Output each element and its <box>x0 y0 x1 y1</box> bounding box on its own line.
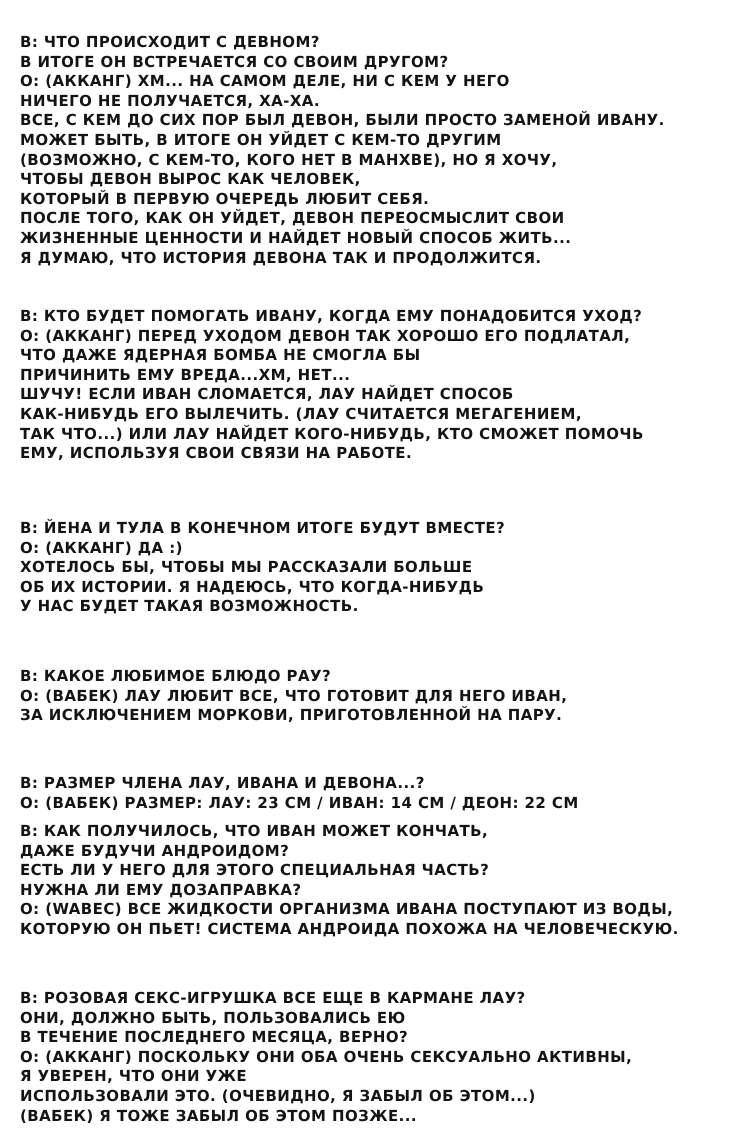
qa-line: ОБ ИХ ИСТОРИИ. Я НАДЕЮСЬ, ЧТО КОГДА-НИБУДЬ <box>20 577 485 596</box>
qa-line: О: (WABEC) ВСЕ ЖИДКОСТИ ОРГАНИЗМА ИВАНА ПОСТУПАЮТ ИЗ ВОДЫ, <box>20 900 674 919</box>
qa-line: ДАЖЕ БУДУЧИ АНДРОИДОМ? <box>20 841 290 860</box>
qa-line: В: ЙЕНА И ТУЛА В КОНЕЧНОМ ИТОГЕ БУДУТ ВМЕСТЕ? <box>20 519 506 537</box>
qa-line: ЧТОБЫ ДЕВОН ВЫРОС КАК ЧЕЛОВЕК, <box>20 170 361 189</box>
qa-line: ИСПОЛЬЗОВАЛИ ЭТО. (ОЧЕВИДНО, Я ЗАБЫЛ ОБ ЭТОМ...) <box>20 1086 536 1105</box>
qa-line: О: (АККАНГ) ХМ... НА САМОМ ДЕЛЕ, НИ С КЕМ У НЕГО <box>20 72 510 91</box>
qa-line: Я ДУМАЮ, ЧТО ИСТОРИЯ ДЕВОНА ТАК И ПРОДОЛЖИТСЯ. <box>20 248 542 267</box>
qa-line: ЕМУ, ИСПОЛЬЗУЯ СВОИ СВЯЗИ НА РАБОТЕ. <box>20 444 413 463</box>
qa-line: ПОСЛЕ ТОГО, КАК ОН УЙДЕТ, ДЕВОН ПЕРЕОСМЫСЛИТ СВОИ <box>20 209 565 228</box>
qa-block-pink-toy <box>20 989 755 1126</box>
qa-line: КОТОРЫЙ В ПЕРВУЮ ОЧЕРЕДЬ ЛЮБИТ СЕБЯ. <box>20 189 430 208</box>
qa-line: ТАК ЧТО...) ИЛИ ЛАУ НАЙДЕТ КОГО-НИБУДЬ, КТО СМОЖЕТ ПОМОЧЬ <box>20 424 644 443</box>
qa-line: В: КАКОЕ ЛЮБИМОЕ БЛЮДО РАУ? <box>20 667 332 685</box>
qa-line: В ТЕЧЕНИЕ ПОСЛЕДНЕГО МЕСЯЦА, ВЕРНО? <box>20 1028 409 1047</box>
qa-line: КАК-НИБУДЬ ЕГО ВЫЛЕЧИТЬ. (ЛАУ СЧИТАЕТСЯ МЕГАГЕНИЕМ, <box>20 404 582 423</box>
qa-line: В: РОЗОВАЯ СЕКС-ИГРУШКА ВСЕ ЕЩЕ В КАРМАНЕ ЛАУ? <box>20 989 526 1007</box>
qa-line: В: КТО БУДЕТ ПОМОГАТЬ ИВАНУ, КОГДА ЕМУ ПОНАДОБИТСЯ УХОД? <box>20 307 643 325</box>
qa-line: ЗА ИСКЛЮЧЕНИЕМ МОРКОВИ, ПРИГОТОВЛЕННОЙ НА ПАРУ. <box>20 706 563 725</box>
qa-line: В: КАК ПОЛУЧИЛОСЬ, ЧТО ИВАН МОЖЕТ КОНЧАТЬ, <box>20 822 489 840</box>
qa-line: (ВАБЕК) Я ТОЖЕ ЗАБЫЛ ОБ ЭТОМ ПОЗЖЕ... <box>20 1106 418 1125</box>
qa-line: НИЧЕГО НЕ ПОЛУЧАЕТСЯ, ХА-ХА. <box>20 91 320 110</box>
qa-block-devon-future <box>20 33 755 268</box>
qa-line: В: РАЗМЕР ЧЛЕНА ЛАУ, ИВАНА И ДЕВОНА...? <box>20 774 425 792</box>
qa-line: МОЖЕТ БЫТЬ, В ИТОГЕ ОН УЙДЕТ С КЕМ-ТО ДРУГИМ <box>20 130 502 149</box>
qa-line: ЖИЗНЕННЫЕ ЦЕННОСТИ И НАЙДЕТ НОВЫЙ СПОСОБ ЖИТЬ... <box>20 228 572 247</box>
qa-block-ivan-care <box>20 307 755 464</box>
qa-block-yena-tula <box>20 519 755 617</box>
qa-line: О: (АККАНГ) ДА :) <box>20 538 183 557</box>
qa-line: ВСЕ, С КЕМ ДО СИХ ПОР БЫЛ ДЕВОН, БЫЛИ ПРОСТО ЗАМЕНОЙ ИВАНУ. <box>20 111 665 130</box>
qa-line: Я УВЕРЕН, ЧТО ОНИ УЖЕ <box>20 1067 248 1086</box>
qa-line: ЕСТЬ ЛИ У НЕГО ДЛЯ ЭТОГО СПЕЦИАЛЬНАЯ ЧАСТЬ? <box>20 861 490 880</box>
qa-line: (ВОЗМОЖНО, С КЕМ-ТО, КОГО НЕТ В МАНХВЕ), НО Я ХОЧУ, <box>20 150 558 169</box>
qa-line: У НАС БУДЕТ ТАКАЯ ВОЗМОЖНОСТЬ. <box>20 597 359 616</box>
qa-line: В: ЧТО ПРОИСХОДИТ С ДЕВНОМ? <box>20 33 320 51</box>
qa-line: О: (ВАБЕК) РАЗМЕР: ЛАУ: 23 СМ / ИВАН: 14 СМ / ДЕОН: 22 СМ <box>20 793 579 812</box>
qa-line: О: (ВАБЕК) ЛАУ ЛЮБИТ ВСЕ, ЧТО ГОТОВИТ ДЛЯ НЕГО ИВАН, <box>20 686 568 705</box>
qa-line: ПРИЧИНИТЬ ЕМУ ВРЕДА...ХМ, НЕТ... <box>20 365 351 384</box>
qa-line: КОТОРУЮ ОН ПЬЕТ! СИСТЕМА АНДРОИДА ПОХОЖА НА ЧЕЛОВЕЧЕСКУЮ. <box>20 919 679 938</box>
qa-line: НУЖНА ЛИ ЕМУ ДОЗАПРАВКА? <box>20 880 302 899</box>
qa-line: О: (АККАНГ) ПЕРЕД УХОДОМ ДЕВОН ТАК ХОРОШО ЕГО ПОДЛАТАЛ, <box>20 326 631 345</box>
qa-block-sizes <box>20 774 755 813</box>
qa-block-favorite-dish <box>20 667 755 726</box>
qa-line: ОНИ, ДОЛЖНО БЫТЬ, ПОЛЬЗОВАЛИСЬ ЕЮ <box>20 1008 406 1027</box>
qa-line: ЧТО ДАЖЕ ЯДЕРНАЯ БОМБА НЕ СМОГЛА БЫ <box>20 346 421 365</box>
qa-line: ХОТЕЛОСЬ БЫ, ЧТОБЫ МЫ РАССКАЗАЛИ БОЛЬШЕ <box>20 558 473 577</box>
qa-line: В ИТОГЕ ОН ВСТРЕЧАЕТСЯ СО СВОИМ ДРУГОМ? <box>20 52 449 71</box>
qa-block-android-body <box>20 822 755 940</box>
qa-line: ШУЧУ! ЕСЛИ ИВАН СЛОМАЕТСЯ, ЛАУ НАЙДЕТ СПОСОБ <box>20 385 514 404</box>
qa-line: О: (АККАНГ) ПОСКОЛЬКУ ОНИ ОБА ОЧЕНЬ СЕКСУАЛЬНО АКТИВНЫ, <box>20 1047 633 1066</box>
